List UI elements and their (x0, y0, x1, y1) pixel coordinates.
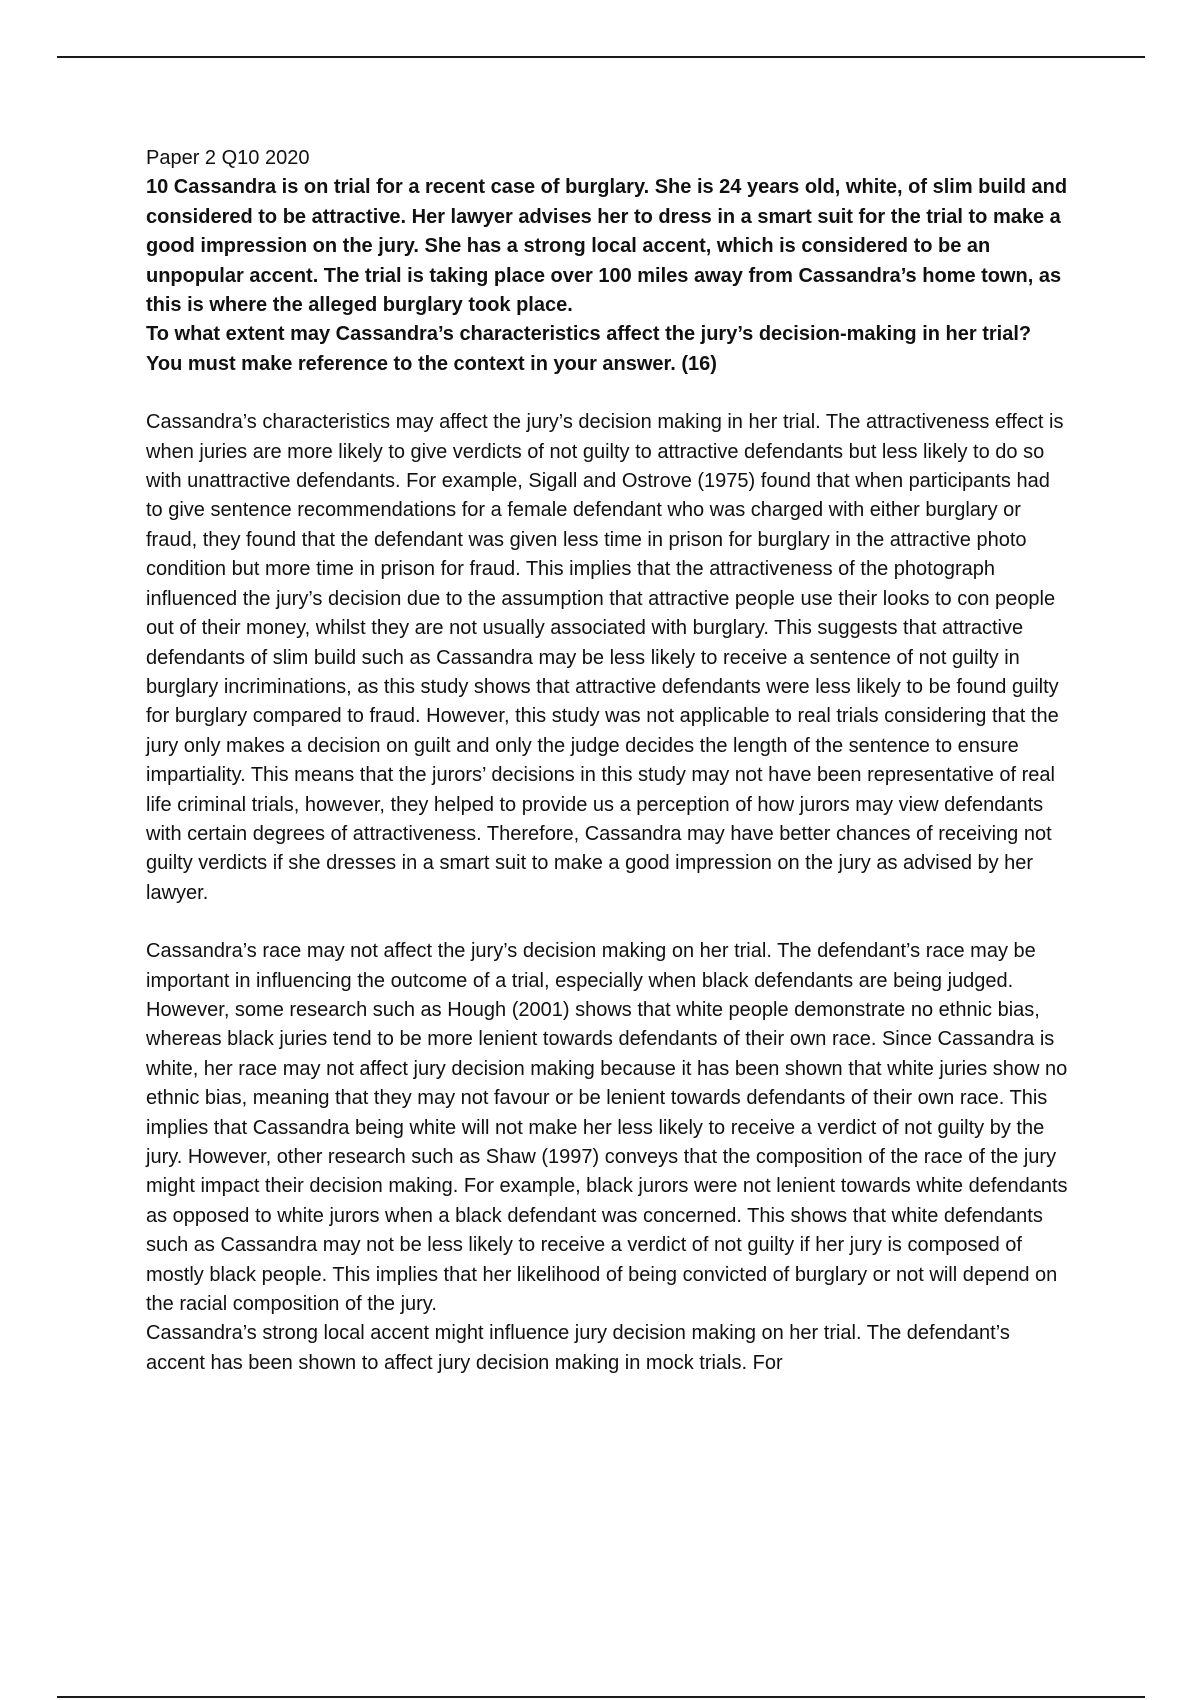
top-rule (57, 56, 1145, 58)
answer-paragraph-accent: Cassandra’s strong local accent might influence jury decision making on her trial. The defendant’s accent has been shown to affect jury decision making in mock trials. For (146, 1322, 1010, 1374)
answer-paragraph-race: Cassandra’s race may not affect the jury’s decision making on her trial. The defendant’s race may be important in influencing the outcome of a trial, especially when black defendants are being judged. However, some research such as Hough (2001) shows that white people demonstrate no ethnic bias, whereas black juries tend to be more lenient towards defendants of their own race. Since Cassandra is white, her race may not affect jury decision making because it has been shown that white juries show no ethnic bias, meaning that they may not favour or be lenient towards defendants of their own race. This implies that Cassandra being white will not make her less likely to receive a verdict of not guilty by the jury. However, other research such as Shaw (1997) conveys that the composition of the race of the jury might impact their decision making. For example, black jurors were not lenient towards white defendants as opposed to white jurors when a black defendant was concerned. This shows that white defendants such as Cassandra may not be less likely to receive a verdict of not guilty if her jury is composed of mostly black people. This implies that her likelihood of being convicted of burglary or not will depend on the racial composition of the jury. (146, 940, 1068, 1316)
question-block (146, 173, 1070, 379)
answer-paragraph-attractiveness: Cassandra’s characteristics may affect the jury’s decision making in her trial. The attractiveness effect is when juries are more likely to give verdicts of not guilty to attractive defendants but less likely to do so with unattractive defendants. For example, Sigall and Ostrove (1975) found that when participants had to give sentence recommendations for a female defendant who was charged with either burglary or fraud, they found that the defendant was given less time in prison for burglary in the attractive photo condition but more time in prison for fraud. This implies that the attractiveness of the photograph influenced the jury’s decision due to the assumption that attractive people use their looks to con people out of their money, whilst they are not usually associated with burglary. This suggests that attractive defendants of slim build such as Cassandra may be less likely to receive a sentence of not guilty in burglary incriminations, as this study shows that attractive defendants were less likely to be found guilty for burglary compared to fraud. However, this study was not applicable to real trials considering that the jury only makes a decision on guilt and only the judge decides the length of the sentence to ensure impartiality. This means that the jurors’ decisions in this study may not have been representative of real life criminal trials, however, they helped to provide us a perception of how jurors may view defendants with certain degrees of attractiveness. Therefore, Cassandra may have better chances of receiving not guilty verdicts if she dresses in a smart suit to make a good impression on the jury as advised by her lawyer. (146, 411, 1064, 904)
question-instruction: You must make reference to the context in your answer. (16) (146, 352, 717, 375)
bottom-rule (57, 1696, 1145, 1698)
question-prompt: To what extent may Cassandra’s characteristics affect the jury’s decision-making in her trial? (146, 323, 1032, 346)
document-title: Paper 2 Q10 2020 (146, 147, 310, 169)
question-scenario: 10 Cassandra is on trial for a recent case of burglary. She is 24 years old, white, of slim build and considered to be attractive. Her lawyer advises her to dress in a smart suit for the trial to make a good impression on the jury. She has a strong local accent, which is considered to be an unpopular accent. The trial is taking place over 100 miles away from Cassandra’s home town, as this is where the alleged burglary took place. (146, 176, 1068, 317)
answer-block (146, 408, 1070, 1378)
document-page (146, 144, 1070, 1378)
